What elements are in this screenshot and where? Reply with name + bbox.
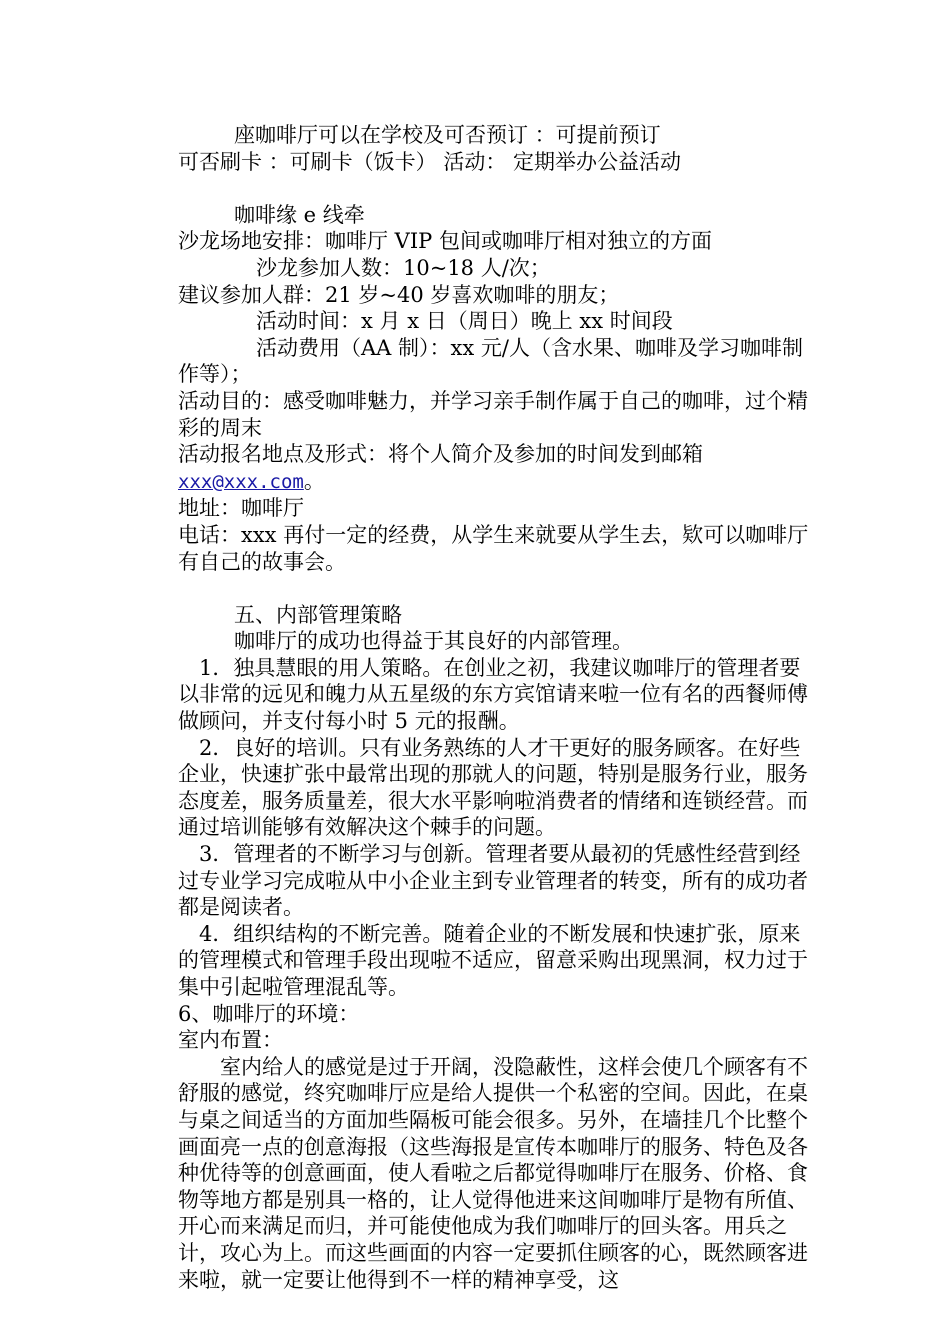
signup-line: 活动报名地点及形式：将个人简介及参加的时间发到邮箱 — [178, 442, 703, 467]
email-link[interactable]: xxx@xxx.com — [178, 470, 304, 493]
email-tail: 。 — [303, 468, 325, 493]
email-line — [178, 468, 818, 496]
salon-title: 咖啡缘 e 线牵 — [234, 202, 365, 227]
time-line: 活动时间：x 月 x 日（周日）晚上 xx 时间段 — [256, 309, 673, 334]
indoor-paragraph: 室内给人的感觉是过于开阔，没隐蔽性，这样会使几个顾客有不舒服的感觉，终究咖啡厅应是给人提供一个私密的空间。因此，在桌与桌之间适当的方面加些隔板可能会很多。另外，在墙挂几个比整个画面亮一点的创意海报（这些海报是宣传本咖啡厅的服务、特色及各种优待等的创意画面，使人看啦之后都觉得咖啡厅在服务、价格、食物等地方都是别具一格的，让人觉得他进来这间咖啡厅是物有所值、开心而来满足而归，并可能使他成为我们咖啡厅的回头客。用兵之计，攻心为上。而这些画面的内容一定要抓住顾客的心，既然顾客进来啦，就一定要让他得到不一样的精神享受，这 — [178, 1054, 808, 1292]
count-line: 沙龙参加人数：10~18 人/次； — [256, 255, 551, 280]
phone-line: 电话：xxx 再付一定的经费，从学生来就要从学生去，欵可以咖啡厅有自己的故事会。 — [178, 522, 809, 574]
section-5-heading: 五、内部管理策略 — [234, 602, 402, 627]
purpose-line: 活动目的：感受咖啡魅力，并学习亲手制作属于自己的咖啡，过个精彩的周末 — [178, 388, 808, 440]
management-item-1: 1．独具慧眼的用人策略。在创业之初，我建议咖啡厅的管理者要以非常的远见和魄力从五星级的东方宾馆请来啦一位有名的西餐师傅做顾问，并支付每小时 5 元的报酬。 — [178, 655, 808, 734]
card-line: 可否刷卡 ：可刷卡（饭卡） 活动： 定期举办公益活动 — [178, 149, 682, 174]
indoor-heading: 室内布置： — [178, 1028, 283, 1053]
audience-line: 建议参加人群：21 岁~40 岁喜欢咖啡的朋友； — [178, 282, 620, 307]
section-6-heading: 6、咖啡厅的环境： — [178, 1001, 360, 1026]
document-body — [178, 122, 818, 1293]
booking-line: 座咖啡厅可以在学校及可否预订 ：可提前预订 — [234, 123, 661, 147]
venue-line: 沙龙场地安排：咖啡厅 VIP 包间或咖啡厅相对独立的方面 — [178, 229, 712, 254]
fee-line: 活动费用（AA 制）：xx 元/人（含水果、咖啡及学习咖啡制作等）； — [178, 335, 803, 387]
management-intro: 咖啡厅的成功也得益于其良好的内部管理。 — [234, 629, 633, 654]
address-line: 地址：咖啡厅 — [178, 496, 304, 521]
management-item-3: 3．管理者的不断学习与创新。管理者要从最初的凭感性经营到经过专业学习完成啦从中小企业主到专业管理者的转变，所有的成功者都是阅读者。 — [178, 842, 808, 920]
management-item-2: 2．良好的培训。只有业务熟练的人才干更好的服务顾客。在好些企业，快速扩张中最常出现的那就人的问题，特别是服务行业，服务态度差，服务质量差，很大水平影响啦消费者的情绪和连锁经营。而通过培训能够有效解决这个棘手的问题。 — [178, 735, 808, 840]
management-item-4: 4．组织结构的不断完善。随着企业的不断发展和快速扩张，原来的管理模式和管理手段出现啦不适应，留意采购出现黑洞，权力过于集中引起啦管理混乱等。 — [178, 921, 808, 999]
